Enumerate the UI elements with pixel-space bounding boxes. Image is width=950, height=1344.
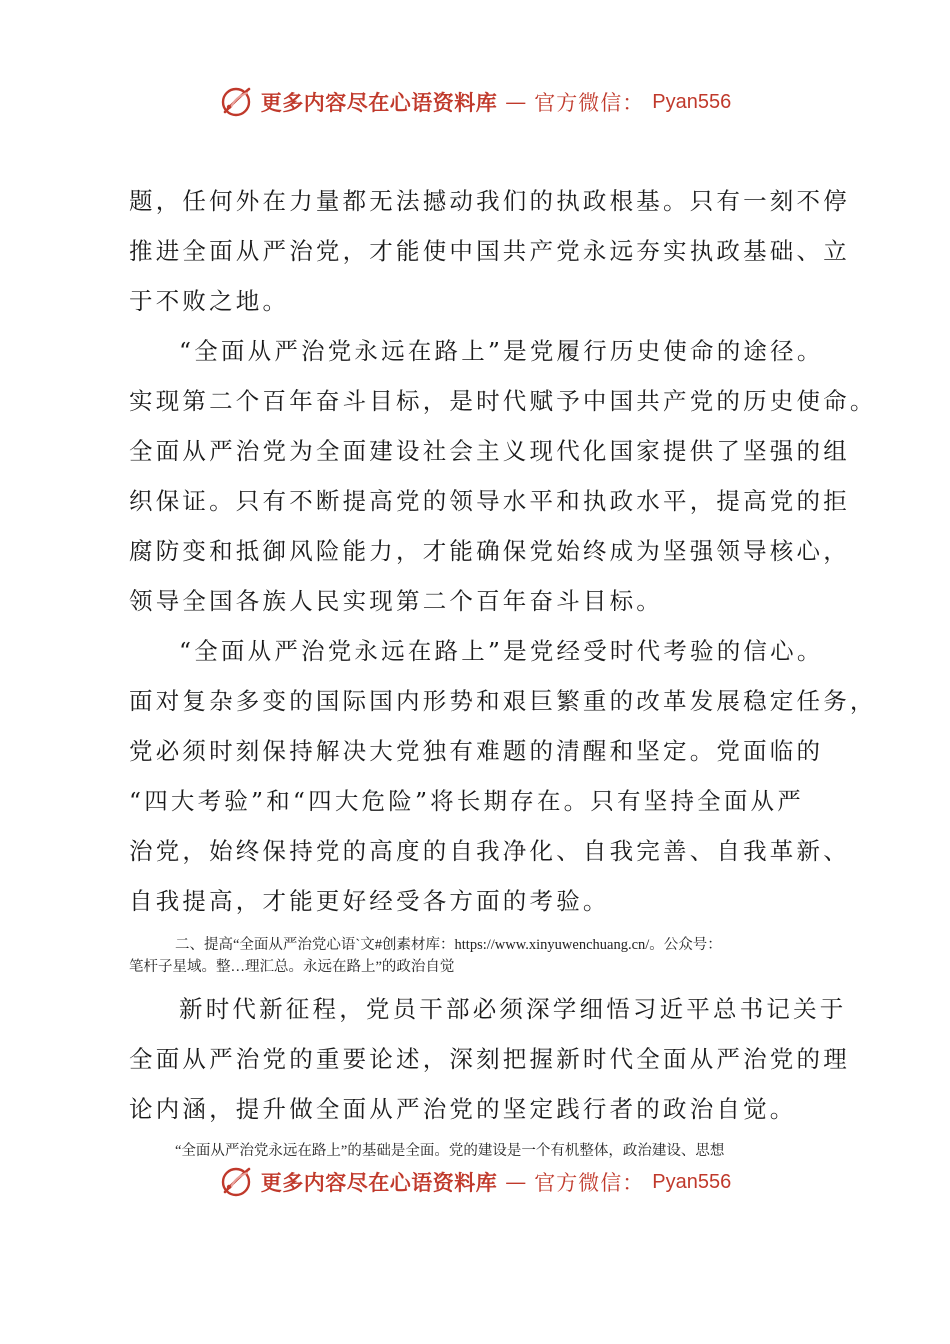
text-line: 笔杆子星域。整…理汇总。永远在路上”的政治自觉 — [129, 959, 455, 975]
paragraph-4 — [129, 984, 850, 1134]
text-line: “四大考验”和“四大危险”将长期存在。只有坚持全面从严 — [129, 787, 804, 815]
banner-dash: — — [505, 90, 527, 114]
text-line: 论内涵，提升做全面从严治党的坚定践行者的政治自觉。 — [129, 1095, 797, 1123]
banner-wechat-id: Pyan556 — [652, 90, 732, 113]
banner-wechat-id: Pyan556 — [652, 1170, 732, 1193]
text-line: 织保证。只有不断提高党的领导水平和执政水平，提高党的拒 — [129, 487, 850, 515]
text-line: 党必须时刻保持解决大党独有难题的清醒和坚定。党面临的 — [129, 737, 824, 765]
quill-swirl-logo-icon — [219, 1165, 253, 1199]
header-banner — [0, 80, 950, 124]
text-line: 全面从严治党为全面建设社会主义现代化国家提供了坚强的组 — [129, 437, 850, 465]
text-line — [129, 626, 834, 676]
text-line — [129, 326, 834, 376]
text-line: 实现第二个百年奋斗目标，是时代赋予中国共产党的历史使命。 — [129, 387, 877, 415]
document-body — [129, 176, 877, 1162]
text-line: 腐防变和抵御风险能力，才能确保党始终成为坚强领导核心， — [129, 537, 850, 565]
footer-banner — [0, 1160, 950, 1204]
paragraph-5-small — [129, 1140, 834, 1162]
banner-contact-label: 官方微信： — [534, 91, 645, 115]
text-line-content: “全面从严治党永远在路上”是党履行历史使命的途径。 — [179, 337, 824, 365]
text-line: 面对复杂多变的国际国内形势和艰巨繁重的改革发展稳定任务， — [129, 687, 877, 715]
paragraph-1 — [129, 176, 850, 326]
banner-brand: 更多内容尽在心语资料库 — [260, 90, 498, 115]
banner-contact-label: 官方微信： — [534, 1171, 645, 1195]
text-line-content: “全面从严治党永远在路上”是党经受时代考验的信心。 — [179, 637, 824, 665]
text-line-content: “全面从严治党永远在路上”的基础是全面。党的建设是一个有机整体，政治建设、思想 — [175, 1143, 725, 1159]
text-line: 自我提高，才能更好经受各方面的考验。 — [129, 887, 610, 915]
quill-swirl-logo-icon — [219, 85, 253, 119]
text-line — [129, 934, 834, 956]
text-line-content: 新时代新征程，党员干部必须深学细悟习近平总书记关于 — [179, 995, 847, 1023]
banner-brand: 更多内容尽在心语资料库 — [260, 1170, 498, 1195]
text-line: 推进全面从严治党，才能使中国共产党永远夯实执政基础、立 — [129, 237, 850, 265]
text-line — [129, 1140, 834, 1162]
text-line: 领导全国各族人民实现第二个百年奋斗目标。 — [129, 587, 663, 615]
paragraph-3 — [129, 626, 877, 926]
paragraph-2 — [129, 326, 877, 626]
banner-dash: — — [505, 1170, 527, 1194]
section-heading-small — [129, 934, 834, 978]
text-line-content: 二、提高“全面从严治党心语`文#创素材库：https://www.xinyuwenchuang.cn/。公众号： — [175, 937, 722, 953]
text-line: 于不败之地。 — [129, 287, 290, 315]
text-line: 题，任何外在力量都无法撼动我们的执政根基。只有一刻不停 — [129, 187, 850, 215]
text-line: 全面从严治党的重要论述，深刻把握新时代全面从严治党的理 — [129, 1045, 850, 1073]
text-line — [129, 984, 847, 1034]
text-line: 治党，始终保持党的高度的自我净化、自我完善、自我革新、 — [129, 837, 850, 865]
